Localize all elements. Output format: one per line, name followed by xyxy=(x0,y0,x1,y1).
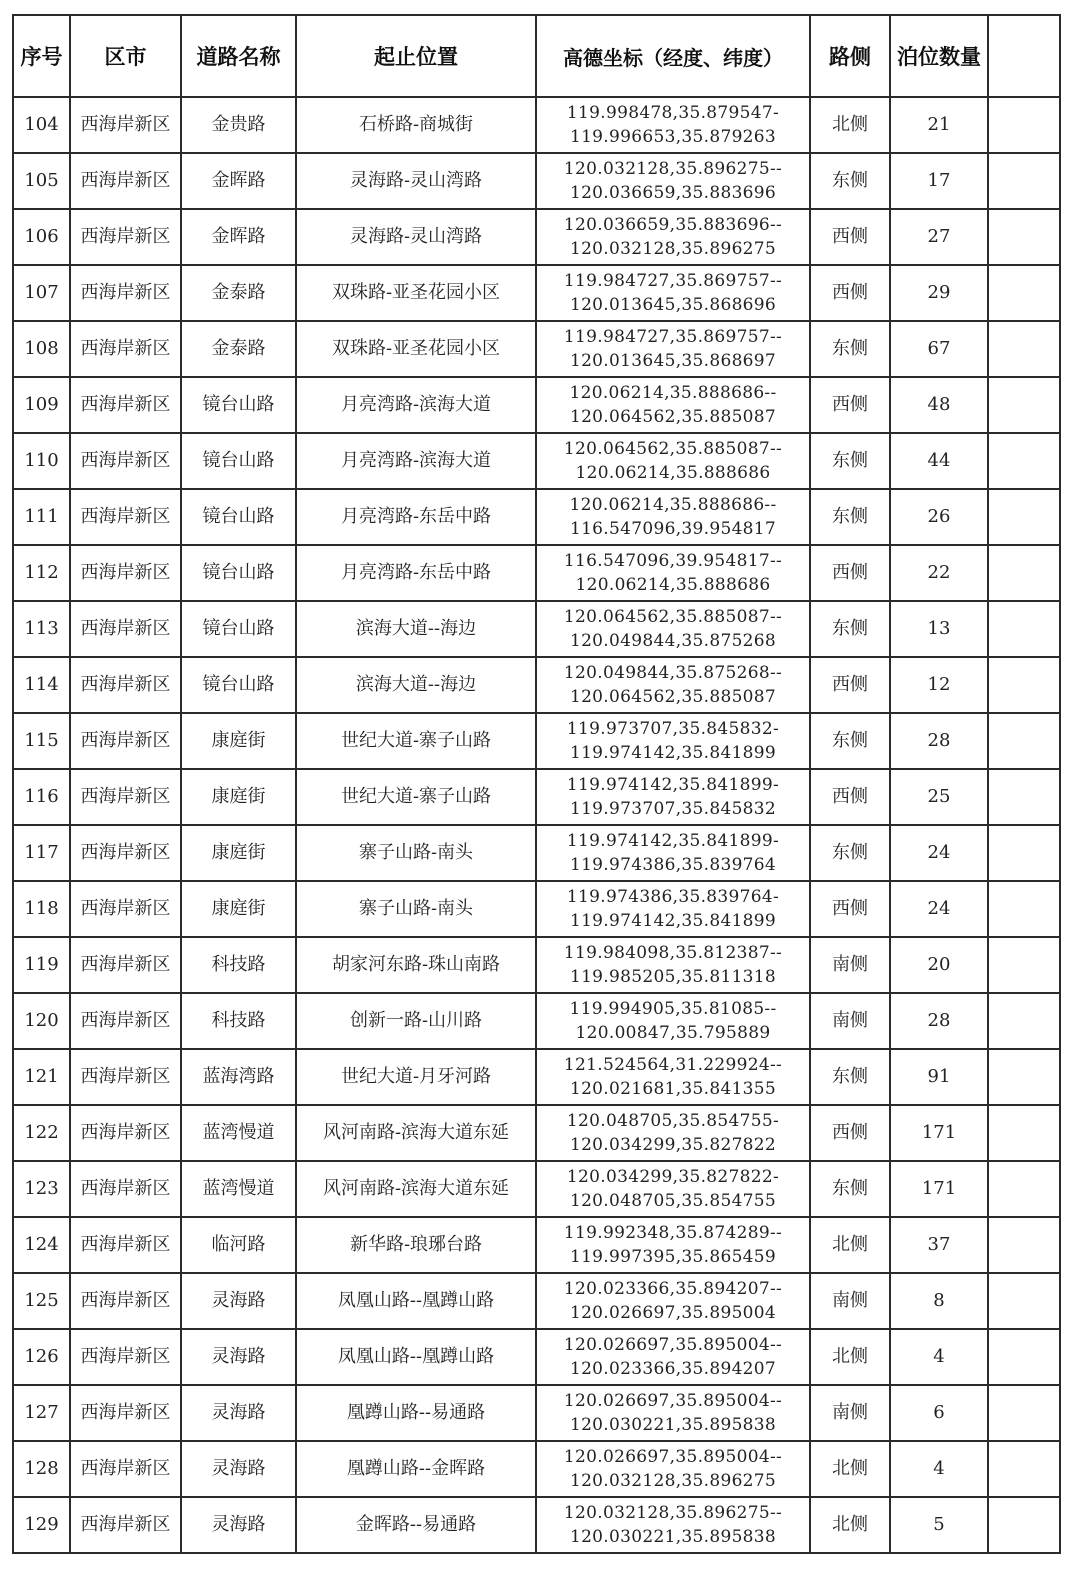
coord-end: 120.026697,35.895004 xyxy=(569,1303,777,1323)
coord-end: 119.974142,35.841899 xyxy=(569,743,777,763)
row-berth-count: 27 xyxy=(890,209,988,265)
row-extra xyxy=(988,489,1060,545)
header-index: 序号 xyxy=(13,15,70,97)
table-row xyxy=(13,377,1060,433)
row-district: 西海岸新区 xyxy=(70,1217,181,1273)
table-row xyxy=(13,937,1060,993)
coord-end: 120.00847,35.795889 xyxy=(575,1023,771,1043)
row-extra xyxy=(988,433,1060,489)
row-road-side: 西侧 xyxy=(810,377,890,433)
row-berth-count: 22 xyxy=(890,545,988,601)
table-row xyxy=(13,1497,1060,1553)
row-extra xyxy=(988,1161,1060,1217)
table-row xyxy=(13,265,1060,321)
table-row xyxy=(13,209,1060,265)
row-road-name: 金泰路 xyxy=(181,321,296,377)
coord-end: 120.013645,35.868697 xyxy=(569,351,777,371)
coord-start: 120.048705,35.854755- xyxy=(566,1111,780,1131)
row-berth-count: 26 xyxy=(890,489,988,545)
row-berth-count: 37 xyxy=(890,1217,988,1273)
table-row xyxy=(13,601,1060,657)
row-road-name: 康庭街 xyxy=(181,881,296,937)
header-row xyxy=(13,15,1060,97)
header-road-side: 路侧 xyxy=(810,15,890,97)
row-road-side: 南侧 xyxy=(810,937,890,993)
coord-start: 121.524564,31.229924-- xyxy=(563,1055,783,1075)
row-berth-count: 171 xyxy=(890,1105,988,1161)
row-coordinates xyxy=(536,1497,810,1553)
row-road-side: 西侧 xyxy=(810,769,890,825)
coord-start: 119.984098,35.812387-- xyxy=(563,943,783,963)
row-berth-count: 21 xyxy=(890,97,988,153)
row-road-name: 蓝湾慢道 xyxy=(181,1105,296,1161)
coord-start: 120.049844,35.875268-- xyxy=(563,663,783,683)
coord-end: 120.034299,35.827822 xyxy=(569,1135,777,1155)
row-coordinates xyxy=(536,1049,810,1105)
coord-start: 119.974142,35.841899- xyxy=(566,831,780,851)
row-extra xyxy=(988,1273,1060,1329)
row-district: 西海岸新区 xyxy=(70,209,181,265)
row-district: 西海岸新区 xyxy=(70,1497,181,1553)
row-road-name: 金晖路 xyxy=(181,209,296,265)
row-berth-count: 91 xyxy=(890,1049,988,1105)
coord-start: 119.998478,35.879547- xyxy=(566,103,780,123)
row-road-name: 蓝海湾路 xyxy=(181,1049,296,1105)
row-start-end: 凰蹲山路--金晖路 xyxy=(296,1441,536,1497)
table-row xyxy=(13,881,1060,937)
coord-start: 119.974142,35.841899- xyxy=(566,775,780,795)
row-berth-count: 171 xyxy=(890,1161,988,1217)
row-district: 西海岸新区 xyxy=(70,545,181,601)
row-index: 119 xyxy=(13,937,70,993)
row-road-name: 镜台山路 xyxy=(181,545,296,601)
row-index: 122 xyxy=(13,1105,70,1161)
row-district: 西海岸新区 xyxy=(70,713,181,769)
row-road-name: 科技路 xyxy=(181,993,296,1049)
coord-start: 116.547096,39.954817-- xyxy=(563,551,783,571)
table-row xyxy=(13,433,1060,489)
row-road-side: 北侧 xyxy=(810,1497,890,1553)
row-district: 西海岸新区 xyxy=(70,153,181,209)
row-start-end: 双珠路-亚圣花园小区 xyxy=(296,265,536,321)
row-road-name: 科技路 xyxy=(181,937,296,993)
row-extra xyxy=(988,265,1060,321)
row-start-end: 寨子山路-南头 xyxy=(296,881,536,937)
coord-start: 120.026697,35.895004-- xyxy=(563,1447,783,1467)
row-road-name: 镜台山路 xyxy=(181,657,296,713)
row-index: 104 xyxy=(13,97,70,153)
row-index: 127 xyxy=(13,1385,70,1441)
row-district: 西海岸新区 xyxy=(70,993,181,1049)
row-road-side: 西侧 xyxy=(810,881,890,937)
row-start-end: 新华路-琅琊台路 xyxy=(296,1217,536,1273)
row-coordinates xyxy=(536,713,810,769)
coord-start: 120.026697,35.895004-- xyxy=(563,1391,783,1411)
row-start-end: 风河南路-滨海大道东延 xyxy=(296,1105,536,1161)
row-index: 116 xyxy=(13,769,70,825)
row-index: 111 xyxy=(13,489,70,545)
row-road-side: 西侧 xyxy=(810,545,890,601)
row-coordinates xyxy=(536,265,810,321)
table-row xyxy=(13,1329,1060,1385)
row-road-name: 康庭街 xyxy=(181,769,296,825)
row-index: 107 xyxy=(13,265,70,321)
coord-end: 120.064562,35.885087 xyxy=(569,407,777,427)
row-coordinates xyxy=(536,601,810,657)
row-index: 128 xyxy=(13,1441,70,1497)
row-start-end: 凤凰山路--凰蹲山路 xyxy=(296,1273,536,1329)
row-district: 西海岸新区 xyxy=(70,825,181,881)
row-road-name: 金晖路 xyxy=(181,153,296,209)
row-extra xyxy=(988,321,1060,377)
row-start-end: 凰蹲山路--易通路 xyxy=(296,1385,536,1441)
table-row xyxy=(13,1441,1060,1497)
row-index: 105 xyxy=(13,153,70,209)
row-start-end: 滨海大道--海边 xyxy=(296,657,536,713)
row-extra xyxy=(988,937,1060,993)
row-road-side: 北侧 xyxy=(810,97,890,153)
row-berth-count: 28 xyxy=(890,713,988,769)
header-road-name: 道路名称 xyxy=(181,15,296,97)
coord-start: 119.974386,35.839764- xyxy=(566,887,780,907)
row-start-end: 胡家河东路-珠山南路 xyxy=(296,937,536,993)
row-start-end: 石桥路-商城街 xyxy=(296,97,536,153)
table-row xyxy=(13,993,1060,1049)
row-berth-count: 17 xyxy=(890,153,988,209)
row-coordinates xyxy=(536,97,810,153)
coord-start: 120.036659,35.883696-- xyxy=(563,215,783,235)
row-index: 109 xyxy=(13,377,70,433)
row-index: 112 xyxy=(13,545,70,601)
row-coordinates xyxy=(536,881,810,937)
row-berth-count: 24 xyxy=(890,881,988,937)
row-road-side: 南侧 xyxy=(810,1273,890,1329)
row-extra xyxy=(988,769,1060,825)
coord-start: 119.984727,35.869757-- xyxy=(563,327,783,347)
row-road-side: 南侧 xyxy=(810,1385,890,1441)
row-start-end: 双珠路-亚圣花园小区 xyxy=(296,321,536,377)
row-extra xyxy=(988,657,1060,713)
row-index: 121 xyxy=(13,1049,70,1105)
row-start-end: 月亮湾路-滨海大道 xyxy=(296,433,536,489)
row-road-name: 蓝湾慢道 xyxy=(181,1161,296,1217)
row-start-end: 月亮湾路-东岳中路 xyxy=(296,489,536,545)
row-extra xyxy=(988,713,1060,769)
row-coordinates xyxy=(536,153,810,209)
row-extra xyxy=(988,1329,1060,1385)
row-road-side: 西侧 xyxy=(810,209,890,265)
row-district: 西海岸新区 xyxy=(70,1049,181,1105)
row-coordinates xyxy=(536,993,810,1049)
row-road-name: 灵海路 xyxy=(181,1385,296,1441)
table-row xyxy=(13,153,1060,209)
coord-end: 120.021681,35.841355 xyxy=(569,1079,777,1099)
row-coordinates xyxy=(536,433,810,489)
row-extra xyxy=(988,97,1060,153)
row-coordinates xyxy=(536,1217,810,1273)
coord-end: 120.06214,35.888686 xyxy=(575,575,771,595)
row-district: 西海岸新区 xyxy=(70,937,181,993)
row-road-side: 东侧 xyxy=(810,1161,890,1217)
row-coordinates xyxy=(536,1105,810,1161)
coord-end: 119.997395,35.865459 xyxy=(569,1247,777,1267)
coord-end: 119.996653,35.879263 xyxy=(569,127,777,147)
row-road-side: 东侧 xyxy=(810,825,890,881)
row-district: 西海岸新区 xyxy=(70,1329,181,1385)
row-road-name: 镜台山路 xyxy=(181,489,296,545)
row-start-end: 世纪大道-月牙河路 xyxy=(296,1049,536,1105)
coord-end: 120.032128,35.896275 xyxy=(569,239,777,259)
table-row xyxy=(13,97,1060,153)
row-extra xyxy=(988,601,1060,657)
row-start-end: 滨海大道--海边 xyxy=(296,601,536,657)
row-district: 西海岸新区 xyxy=(70,433,181,489)
coord-end: 119.973707,35.845832 xyxy=(569,799,777,819)
row-berth-count: 13 xyxy=(890,601,988,657)
coord-end: 120.030221,35.895838 xyxy=(569,1415,777,1435)
row-berth-count: 4 xyxy=(890,1329,988,1385)
row-index: 125 xyxy=(13,1273,70,1329)
row-index: 117 xyxy=(13,825,70,881)
table-row xyxy=(13,769,1060,825)
row-coordinates xyxy=(536,657,810,713)
row-road-name: 金贵路 xyxy=(181,97,296,153)
row-start-end: 世纪大道-寨子山路 xyxy=(296,713,536,769)
row-extra xyxy=(988,1105,1060,1161)
header-extra xyxy=(988,15,1060,97)
row-road-name: 康庭街 xyxy=(181,825,296,881)
row-berth-count: 44 xyxy=(890,433,988,489)
row-district: 西海岸新区 xyxy=(70,1105,181,1161)
row-berth-count: 25 xyxy=(890,769,988,825)
row-coordinates xyxy=(536,489,810,545)
row-coordinates xyxy=(536,937,810,993)
row-coordinates xyxy=(536,377,810,433)
row-coordinates xyxy=(536,209,810,265)
table-row xyxy=(13,825,1060,881)
coord-start: 119.994905,35.81085-- xyxy=(569,999,777,1019)
coord-start: 120.023366,35.894207-- xyxy=(563,1279,783,1299)
row-index: 129 xyxy=(13,1497,70,1553)
row-extra xyxy=(988,1049,1060,1105)
row-coordinates xyxy=(536,825,810,881)
coord-start: 120.032128,35.896275-- xyxy=(563,1503,783,1523)
coord-end: 119.985205,35.811318 xyxy=(569,967,777,987)
row-start-end: 灵海路-灵山湾路 xyxy=(296,209,536,265)
coord-end: 120.064562,35.885087 xyxy=(569,687,777,707)
row-road-name: 金泰路 xyxy=(181,265,296,321)
row-extra xyxy=(988,153,1060,209)
row-index: 123 xyxy=(13,1161,70,1217)
row-road-name: 灵海路 xyxy=(181,1329,296,1385)
row-district: 西海岸新区 xyxy=(70,769,181,825)
row-district: 西海岸新区 xyxy=(70,601,181,657)
row-road-side: 西侧 xyxy=(810,657,890,713)
row-extra xyxy=(988,1385,1060,1441)
coord-start: 119.973707,35.845832- xyxy=(566,719,780,739)
coord-start: 120.06214,35.888686-- xyxy=(569,383,777,403)
row-index: 118 xyxy=(13,881,70,937)
row-coordinates xyxy=(536,1441,810,1497)
header-district: 区市 xyxy=(70,15,181,97)
row-start-end: 金晖路--易通路 xyxy=(296,1497,536,1553)
row-road-side: 西侧 xyxy=(810,265,890,321)
row-coordinates xyxy=(536,769,810,825)
row-start-end: 月亮湾路-滨海大道 xyxy=(296,377,536,433)
row-road-side: 东侧 xyxy=(810,321,890,377)
coord-end: 116.547096,39.954817 xyxy=(569,519,777,539)
coord-end: 120.06214,35.888686 xyxy=(575,463,771,483)
row-berth-count: 5 xyxy=(890,1497,988,1553)
coord-start: 120.034299,35.827822- xyxy=(566,1167,780,1187)
row-start-end: 创新一路-山川路 xyxy=(296,993,536,1049)
row-road-side: 北侧 xyxy=(810,1217,890,1273)
row-extra xyxy=(988,1441,1060,1497)
row-start-end: 凤凰山路--凰蹲山路 xyxy=(296,1329,536,1385)
row-road-name: 灵海路 xyxy=(181,1441,296,1497)
coord-end: 120.030221,35.895838 xyxy=(569,1527,777,1547)
table-row xyxy=(13,1161,1060,1217)
row-road-side: 北侧 xyxy=(810,1329,890,1385)
row-coordinates xyxy=(536,1329,810,1385)
header-coordinates: 高德坐标（经度、纬度） xyxy=(536,15,810,97)
row-road-side: 西侧 xyxy=(810,1105,890,1161)
row-index: 110 xyxy=(13,433,70,489)
row-coordinates xyxy=(536,1385,810,1441)
row-road-name: 灵海路 xyxy=(181,1497,296,1553)
row-district: 西海岸新区 xyxy=(70,1161,181,1217)
coord-start: 120.064562,35.885087-- xyxy=(563,439,783,459)
table-row xyxy=(13,545,1060,601)
table-row xyxy=(13,1385,1060,1441)
row-road-name: 镜台山路 xyxy=(181,433,296,489)
row-road-side: 东侧 xyxy=(810,601,890,657)
table-row xyxy=(13,1049,1060,1105)
row-coordinates xyxy=(536,1161,810,1217)
row-extra xyxy=(988,209,1060,265)
row-extra xyxy=(988,825,1060,881)
row-road-name: 镜台山路 xyxy=(181,377,296,433)
row-district: 西海岸新区 xyxy=(70,321,181,377)
table-row xyxy=(13,1105,1060,1161)
table-row xyxy=(13,1273,1060,1329)
row-district: 西海岸新区 xyxy=(70,489,181,545)
row-index: 113 xyxy=(13,601,70,657)
coord-end: 120.049844,35.875268 xyxy=(569,631,777,651)
coord-start: 120.032128,35.896275-- xyxy=(563,159,783,179)
row-district: 西海岸新区 xyxy=(70,265,181,321)
row-index: 115 xyxy=(13,713,70,769)
row-start-end: 灵海路-灵山湾路 xyxy=(296,153,536,209)
coord-end: 120.048705,35.854755 xyxy=(569,1191,777,1211)
row-extra xyxy=(988,993,1060,1049)
table-row xyxy=(13,713,1060,769)
row-coordinates xyxy=(536,1273,810,1329)
row-road-side: 东侧 xyxy=(810,489,890,545)
coord-start: 120.026697,35.895004-- xyxy=(563,1335,783,1355)
row-road-name: 镜台山路 xyxy=(181,601,296,657)
parking-table xyxy=(12,14,1061,1554)
row-extra xyxy=(988,1217,1060,1273)
row-start-end: 寨子山路-南头 xyxy=(296,825,536,881)
row-district: 西海岸新区 xyxy=(70,1441,181,1497)
table-row xyxy=(13,489,1060,545)
header-berth-count: 泊位数量 xyxy=(890,15,988,97)
row-berth-count: 12 xyxy=(890,657,988,713)
row-district: 西海岸新区 xyxy=(70,881,181,937)
row-coordinates xyxy=(536,545,810,601)
row-start-end: 世纪大道-寨子山路 xyxy=(296,769,536,825)
table-row xyxy=(13,657,1060,713)
coord-end: 120.032128,35.896275 xyxy=(569,1471,777,1491)
row-berth-count: 8 xyxy=(890,1273,988,1329)
row-berth-count: 28 xyxy=(890,993,988,1049)
row-district: 西海岸新区 xyxy=(70,97,181,153)
table-row xyxy=(13,321,1060,377)
coord-end: 120.013645,35.868696 xyxy=(569,295,777,315)
row-road-side: 南侧 xyxy=(810,993,890,1049)
coord-end: 119.974386,35.839764 xyxy=(569,855,777,875)
coord-start: 119.984727,35.869757-- xyxy=(563,271,783,291)
row-extra xyxy=(988,1497,1060,1553)
coord-end: 120.036659,35.883696 xyxy=(569,183,777,203)
row-index: 120 xyxy=(13,993,70,1049)
row-road-name: 临河路 xyxy=(181,1217,296,1273)
row-district: 西海岸新区 xyxy=(70,657,181,713)
row-district: 西海岸新区 xyxy=(70,377,181,433)
row-extra xyxy=(988,377,1060,433)
row-extra xyxy=(988,545,1060,601)
row-index: 106 xyxy=(13,209,70,265)
coord-end: 119.974142,35.841899 xyxy=(569,911,777,931)
row-berth-count: 20 xyxy=(890,937,988,993)
row-index: 108 xyxy=(13,321,70,377)
table-body xyxy=(13,97,1060,1553)
coord-start: 120.06214,35.888686-- xyxy=(569,495,777,515)
row-district: 西海岸新区 xyxy=(70,1385,181,1441)
row-index: 114 xyxy=(13,657,70,713)
row-road-name: 灵海路 xyxy=(181,1273,296,1329)
row-index: 124 xyxy=(13,1217,70,1273)
row-berth-count: 48 xyxy=(890,377,988,433)
row-road-side: 东侧 xyxy=(810,1049,890,1105)
row-coordinates xyxy=(536,321,810,377)
row-berth-count: 67 xyxy=(890,321,988,377)
row-road-side: 东侧 xyxy=(810,713,890,769)
row-berth-count: 29 xyxy=(890,265,988,321)
row-road-name: 康庭街 xyxy=(181,713,296,769)
coord-end: 120.023366,35.894207 xyxy=(569,1359,777,1379)
row-start-end: 风河南路-滨海大道东延 xyxy=(296,1161,536,1217)
row-berth-count: 4 xyxy=(890,1441,988,1497)
table-row xyxy=(13,1217,1060,1273)
row-start-end: 月亮湾路-东岳中路 xyxy=(296,545,536,601)
row-road-side: 东侧 xyxy=(810,433,890,489)
coord-start: 120.064562,35.885087-- xyxy=(563,607,783,627)
row-berth-count: 24 xyxy=(890,825,988,881)
header-start-end: 起止位置 xyxy=(296,15,536,97)
row-district: 西海岸新区 xyxy=(70,1273,181,1329)
row-extra xyxy=(988,881,1060,937)
row-road-side: 北侧 xyxy=(810,1441,890,1497)
row-index: 126 xyxy=(13,1329,70,1385)
coord-start: 119.992348,35.874289-- xyxy=(563,1223,783,1243)
row-berth-count: 6 xyxy=(890,1385,988,1441)
row-road-side: 东侧 xyxy=(810,153,890,209)
